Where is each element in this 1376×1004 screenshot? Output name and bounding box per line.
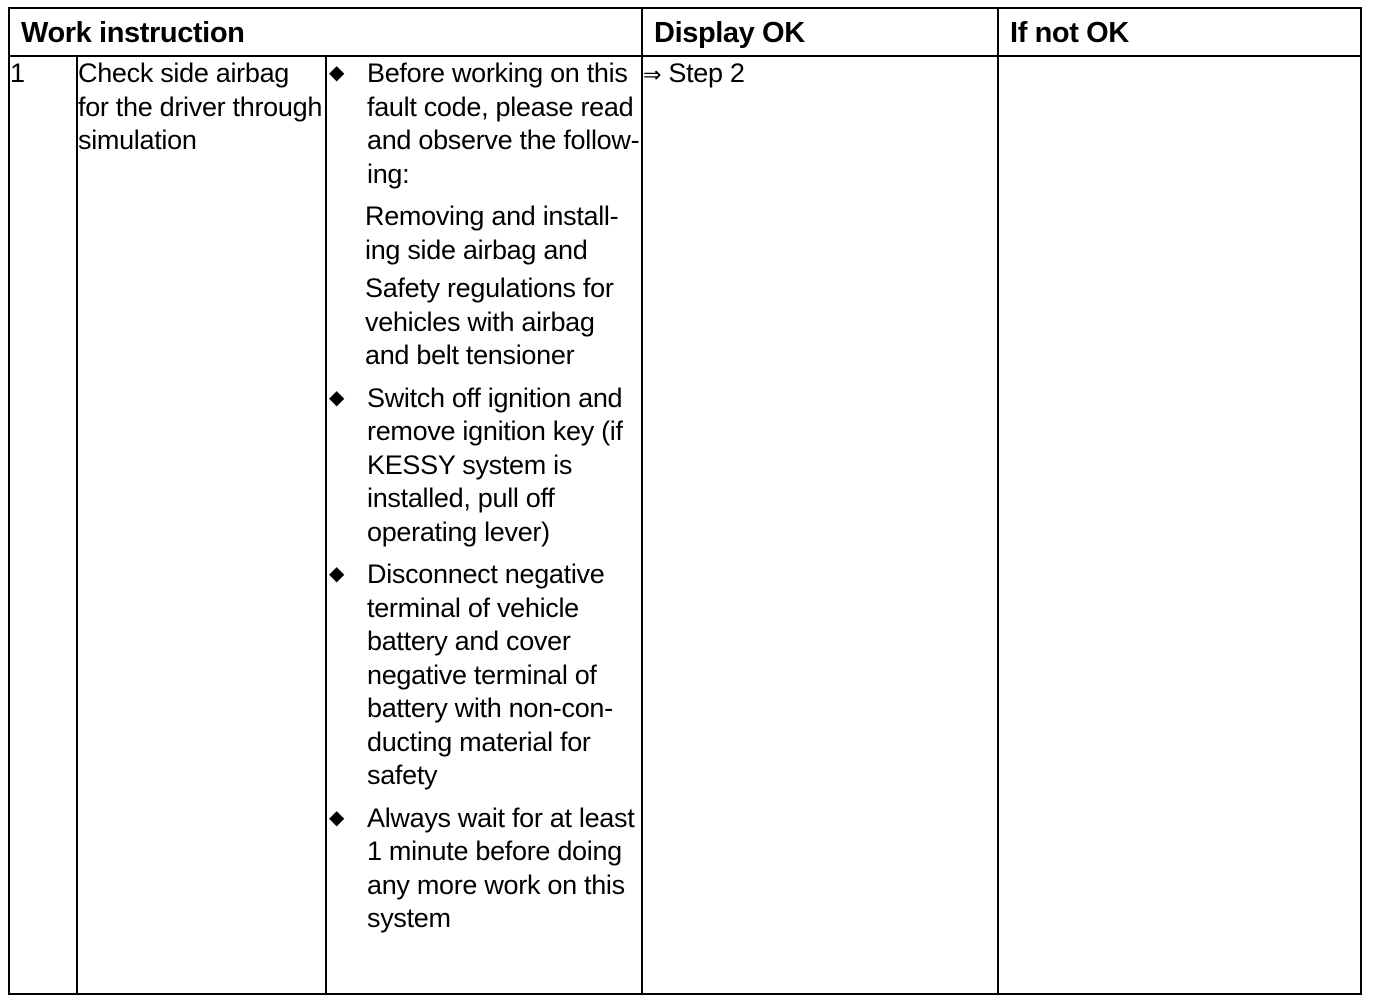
- instruction-item: [327, 802, 641, 936]
- instruction-item: [327, 200, 641, 267]
- diamond-bullet-icon: ◆: [329, 386, 345, 409]
- instruction-text: Always wait for at least 1 minute before doing any more work on this system: [367, 802, 635, 933]
- display-ok-step: Step 2: [668, 58, 745, 88]
- table-row: [9, 56, 1361, 994]
- if-not-ok-cell: [998, 56, 1361, 994]
- instruction-text: Before working on this fault code, please read and observe the follow-ing:: [367, 58, 640, 189]
- diamond-bullet-icon: ◆: [329, 563, 345, 585]
- diamond-bullet-icon: ◆: [329, 62, 345, 84]
- step-instructions: [326, 56, 642, 994]
- instruction-text: Removing and install-ing side airbag and: [365, 201, 619, 265]
- instruction-text: Disconnect negative terminal of vehicle battery and cover negative terminal of battery with non-con-ducting material for safety: [367, 559, 613, 790]
- instruction-item: [327, 558, 641, 793]
- header-row: [9, 8, 1361, 56]
- diamond-bullet-icon: ◆: [329, 806, 345, 829]
- instruction-item: [327, 382, 641, 550]
- header-display-ok: Display OK: [642, 8, 998, 56]
- step-number: 1: [9, 56, 77, 994]
- header-if-not-ok: If not OK: [998, 8, 1361, 56]
- instruction-item: [327, 272, 641, 373]
- instruction-text: Safety regulations for vehicles with airbag and belt tensioner: [365, 273, 614, 370]
- work-instruction-table: [8, 7, 1362, 995]
- instruction-text: Switch off ignition and remove ignition key (if KESSY system is installed, pull off operating lever): [367, 382, 623, 547]
- header-work-instruction: Work instruction: [9, 8, 642, 56]
- instruction-item: [327, 57, 641, 191]
- right-double-arrow-icon: ⇒: [643, 63, 662, 88]
- display-ok-cell: [642, 56, 998, 994]
- step-title: Check side airbag for the driver through simulation: [77, 56, 326, 994]
